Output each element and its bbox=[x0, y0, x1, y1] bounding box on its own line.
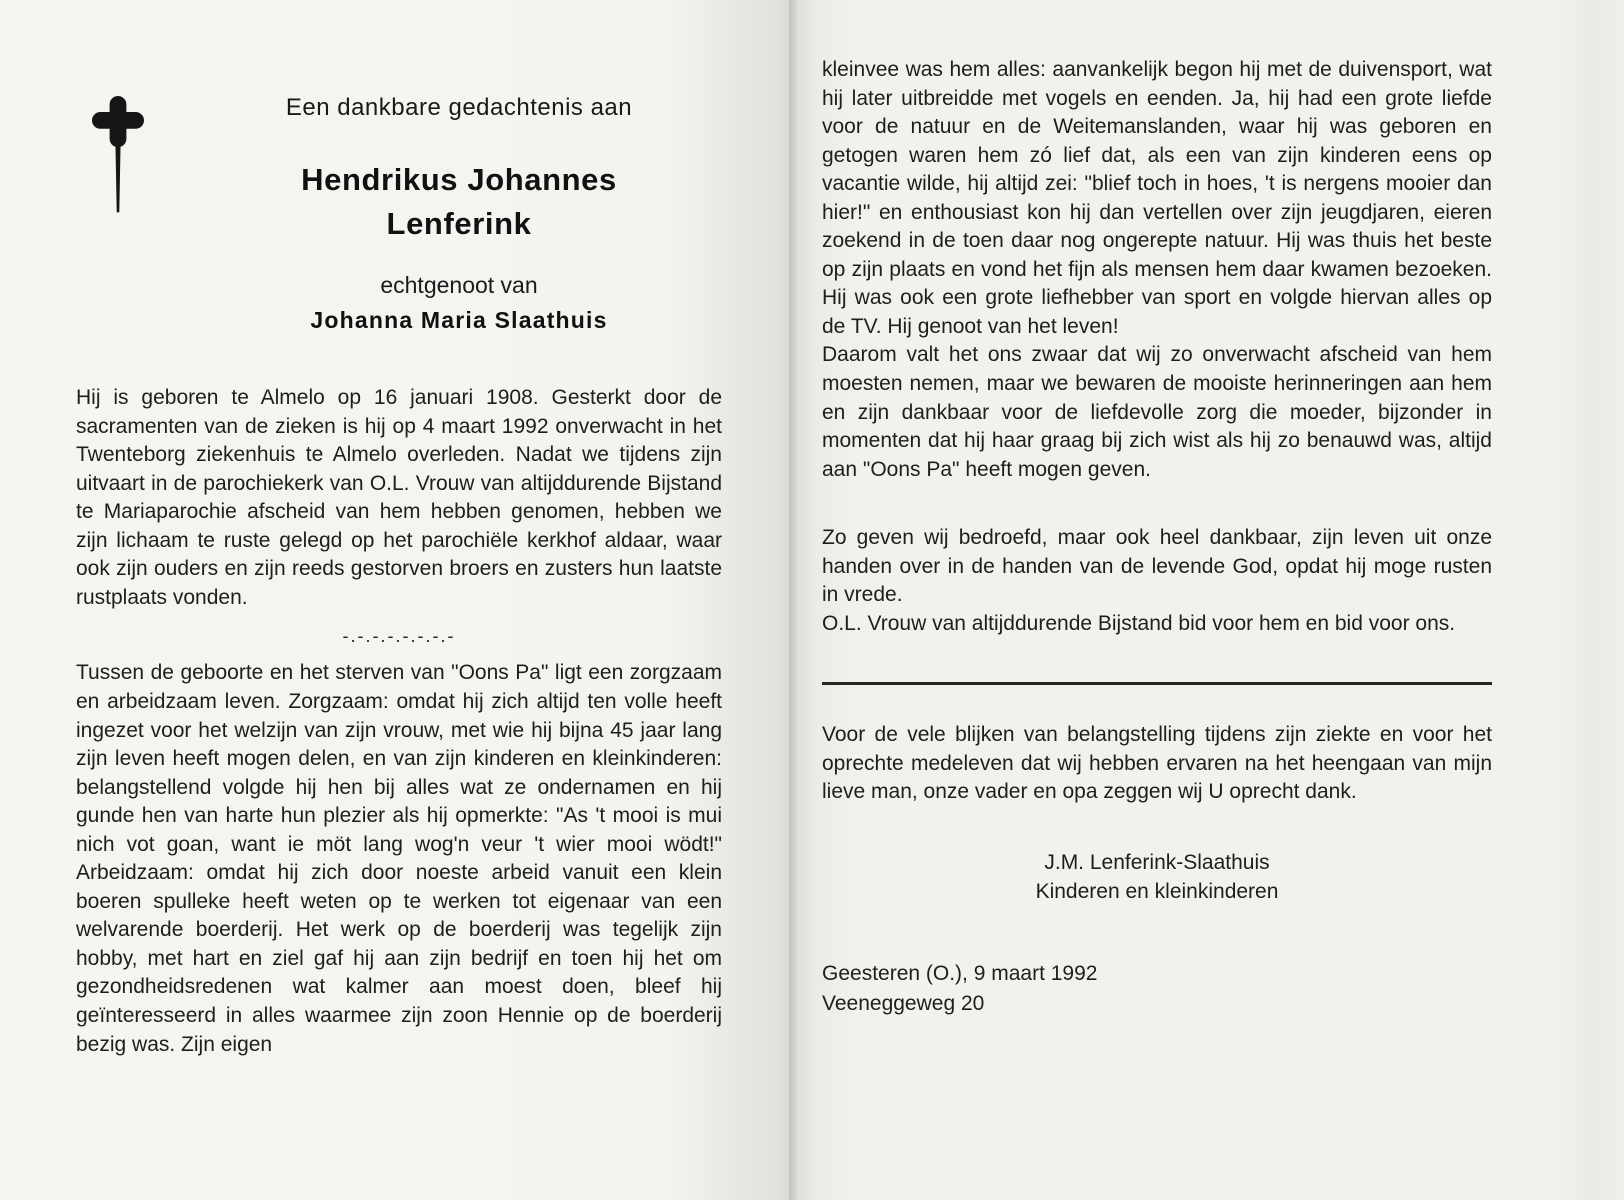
signature-children: Kinderen en kleinkinderen bbox=[1035, 880, 1279, 903]
place-and-date: Geesteren (O.), 9 maart 1992 bbox=[822, 961, 1098, 985]
footer-block bbox=[822, 959, 1492, 1019]
dot-divider: -.-.-.-.-.-.-.- bbox=[342, 626, 456, 647]
acknowledgement-paragraph: Voor de vele blijken van belangstelling tijdens zijn ziekte en voor het oprechte medeleven dat wij hebben ervaren na het heengaan van mijn lieve man, onze vader en opa zeggen wij U oprecht dank. bbox=[822, 723, 1492, 804]
address-line: Veeneggeweg 20 bbox=[822, 991, 985, 1015]
right-paragraph-farewell: Daarom valt het ons zwaar dat wij zo onverwacht afscheid van hem moesten nemen, maar we bewaren de mooiste herinneringen aan hem en zijn dankbaar voor de liefdevolle zorg die moeder, bijzonder in momenten dat hij haar graag bij zich wist als hij zo benauwd was, altijd aan "Oons Pa" heeft mogen geven. bbox=[822, 343, 1492, 481]
spouse-intro: echtgenoot van bbox=[380, 272, 538, 299]
left-paragraph-biography: Hij is geboren te Almelo op 16 januari 1908. Gesterkt door de sacramenten van de zieken is hij op 4 maart 1992 onverwacht in het Twenteborg ziekenhuis te Almelo overleden. Nadat we tijdens zijn uitvaart in de parochiekerk van O.L. Vrouw van altijddurende Bijstand te Mariaparochie afscheid van hem hebben genomen, hebben we zijn lichaam te ruste gelegd op het parochiële kerkhof aldaar, waar ook zijn ouders en zijn reeds gestorven broers en zusters hun laatste rustplaats vonden. bbox=[76, 386, 722, 609]
header-text-block bbox=[196, 54, 722, 334]
signature-widow: J.M. Lenferink-Slaathuis bbox=[1044, 851, 1270, 875]
right-paragraph-invocation: O.L. Vrouw van altijddurende Bijstand bid voor hem en bid voor ons. bbox=[822, 611, 1456, 635]
right-page bbox=[792, 0, 1624, 1200]
cross-icon bbox=[76, 54, 196, 219]
signature-block bbox=[822, 849, 1492, 907]
left-paragraph-life: Tussen de geboorte en het sterven van "Oons Pa" ligt een zorgzaam en arbeidzaam leven. Zorgzaam: omdat hij zich altijd ten volle heeft ingezet voor het welzijn van zijn vrouw, met wie hij bijna 45 jaar lang zijn leven heeft mogen delen, en van zijn kinderen en kleinkinderen: belangstellend volgde hij hen bij alles wat ze ondernamen en hij gunde hen van harte hun plezier als hij opmerkte: "As 't mooi is mui nich vot goan, want ie möt lang wog'n veur 't wier mooi wödt!" Arbeidzaam: omdat hij zich door noeste arbeid vanuit een klein boeren spulleke heeft weten op te werken tot eigenaar van een welvarende boerderij. Het werk op de boerderij was tegelijk zijn hobby, met hart en ziel gaf hij aan zijn bedrijf en toen hij het om gezondheidsredenen wat kalmer aan moest doen, bleef hij geïnteresseerd in alles waarmee zijn zoon Hennie op de boerderij bezig was. Zijn eigen bbox=[76, 661, 722, 1056]
right-paragraph-hobbies: kleinvee was hem alles: aanvankelijk begon hij met de duivensport, wat hij later uitbreidde met vogels en eenden. Ja, hij had een grote liefde voor de natuur en de Weitemanslanden, waar hij was geboren en getogen waren hem zó lief dat, als een van zijn kinderen eens op vacantie wilde, hij altijd zei: "blief toch in hoes, 't is nergens mooier dan hier!" en enthousiast kon hij dan vertellen over zijn jeugdjaren, eieren zoekend in de toen daar nog ongerepte natuur. Hij was thuis het beste op zijn plaats en vond het fijn als mensen hem daar kwamen bezoeken. Hij was ook een grote liefhebber van sport en volgde hiervan alles op de TV. Hij genoot van het leven! bbox=[822, 58, 1492, 338]
left-page-header bbox=[76, 54, 722, 334]
left-page bbox=[0, 0, 792, 1200]
deceased-name bbox=[196, 158, 722, 246]
deceased-name-line1: Hendrikus Johannes bbox=[301, 162, 617, 197]
section-divider-line bbox=[822, 682, 1492, 685]
deceased-name-line2: Lenferink bbox=[386, 206, 532, 242]
intro-line: Een dankbare gedachtenis aan bbox=[285, 94, 633, 121]
right-paragraph-prayer: Zo geven wij bedroefd, maar ook heel dankbaar, zijn leven uit onze handen over in de handen van de levende God, opdat hij moge rusten in vrede. bbox=[822, 526, 1492, 607]
spouse-name: Johanna Maria Slaathuis bbox=[310, 307, 608, 334]
